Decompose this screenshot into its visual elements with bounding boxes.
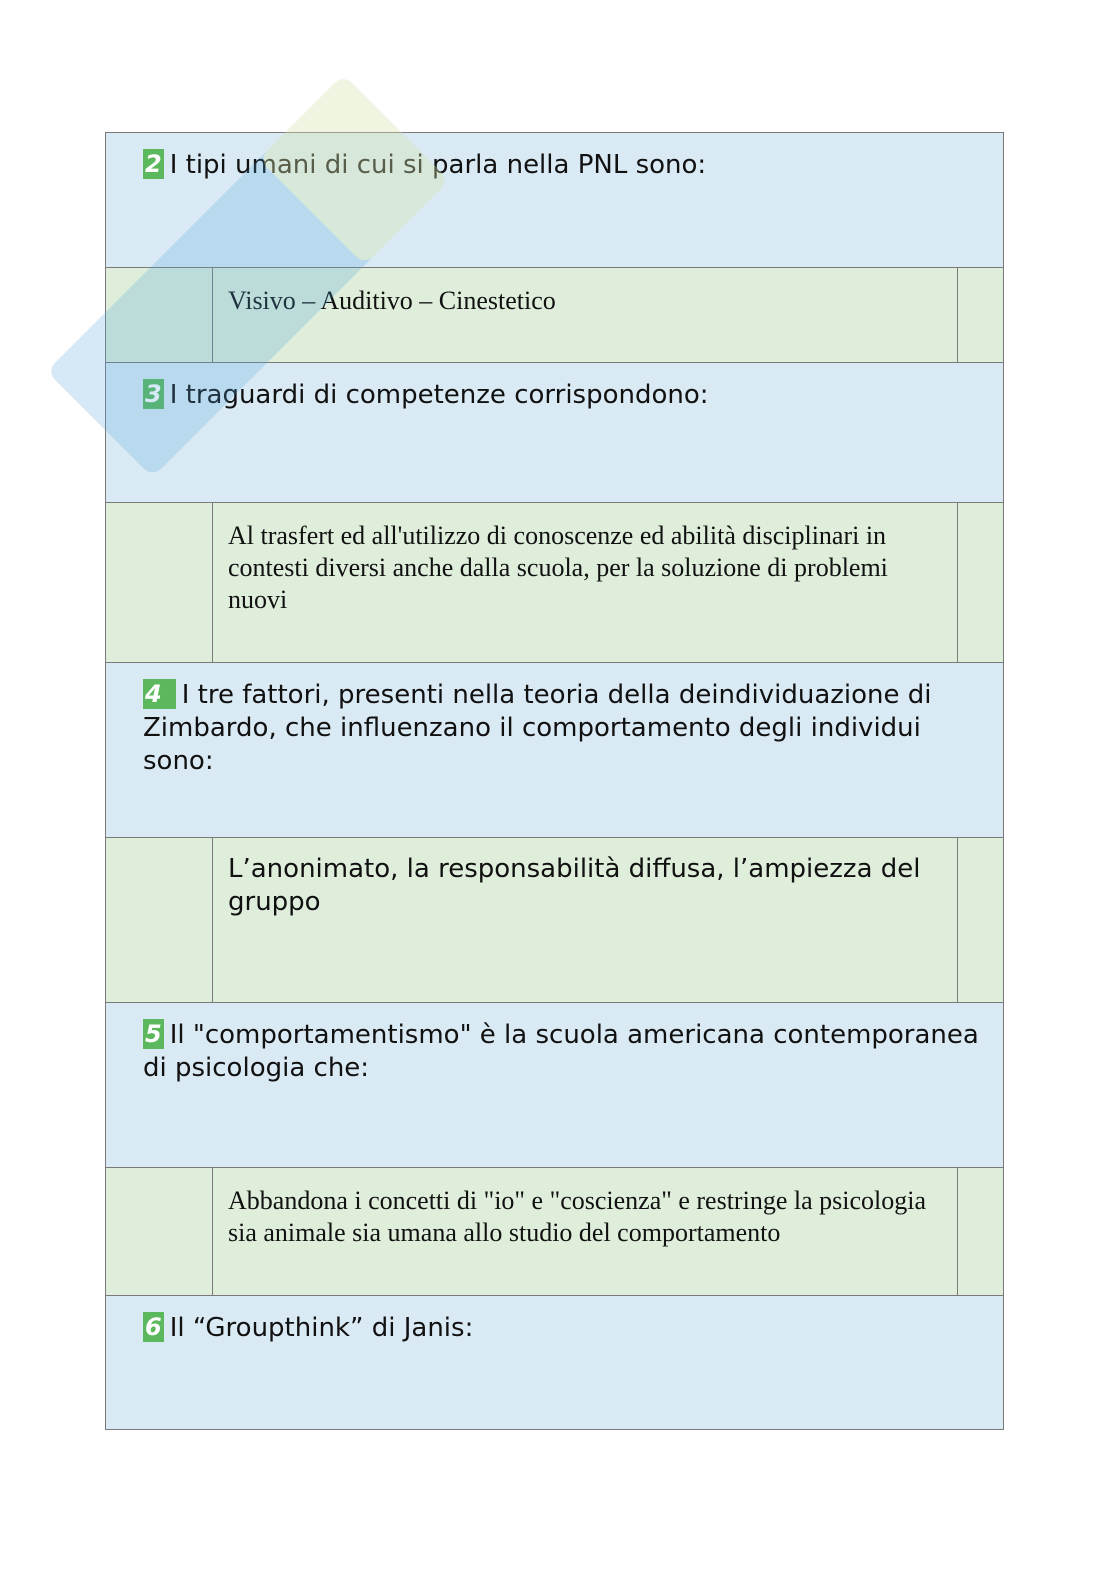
question-label: Il "comportamentismo" è la scuola americana contemporanea di psicologia che: xyxy=(143,1020,979,1083)
answer-left-cell xyxy=(106,268,213,362)
answer-row xyxy=(106,503,1003,663)
question-label: I traguardi di competenze corrispondono: xyxy=(169,380,709,410)
answer-text: Al trasfert ed all'utilizzo di conoscenze ed abilità disciplinari in contesti diversi anche dalla scuola, per la soluzione di problemi nuovi xyxy=(228,521,888,614)
question-text xyxy=(143,379,989,412)
answer-row xyxy=(106,268,1003,363)
question-number-badge: 5 xyxy=(145,1020,162,1048)
question-text xyxy=(143,679,989,778)
answer-right-cell xyxy=(957,503,1003,662)
answer-left-cell xyxy=(106,503,213,662)
question-row xyxy=(106,663,1003,838)
question-row xyxy=(106,363,1003,503)
answer-cell xyxy=(213,268,957,362)
question-number-badge: 6 xyxy=(145,1313,162,1341)
question-number-badge: 3 xyxy=(145,380,162,408)
question-number-badge: 4 xyxy=(143,679,176,709)
answer-right-cell xyxy=(957,1168,1003,1295)
answer-row xyxy=(106,1168,1003,1296)
answer-row xyxy=(106,838,1003,1003)
question-text xyxy=(143,1019,989,1085)
question-text xyxy=(143,1312,989,1345)
question-row xyxy=(106,1296,1003,1429)
question-number-badge: 2 xyxy=(145,150,162,178)
answer-cell xyxy=(213,838,957,1002)
answer-cell xyxy=(213,1168,957,1295)
answer-left-cell xyxy=(106,838,213,1002)
answer-text: L’anonimato, la responsabilità diffusa, l’ampiezza del gruppo xyxy=(228,854,921,917)
question-label: I tre fattori, presenti nella teoria della deindividuazione di Zimbardo, che influenzano il comportamento degli individui sono: xyxy=(143,680,932,776)
answer-right-cell xyxy=(957,838,1003,1002)
question-row xyxy=(106,1003,1003,1168)
answer-right-cell xyxy=(957,268,1003,362)
question-row xyxy=(106,133,1003,268)
question-label: I tipi umani di cui si parla nella PNL sono: xyxy=(169,150,707,180)
answer-cell xyxy=(213,503,957,662)
answer-text: Abbandona i concetti di "io" e "coscienza" e restringe la psicologia sia animale sia umana allo studio del comportamento xyxy=(228,1186,926,1247)
question-label: Il “Groupthink” di Janis: xyxy=(169,1313,474,1343)
answer-text: Visivo – Auditivo – Cinestetico xyxy=(228,286,556,315)
question-answer-table xyxy=(105,132,1004,1430)
answer-left-cell xyxy=(106,1168,213,1295)
question-text xyxy=(143,149,989,182)
